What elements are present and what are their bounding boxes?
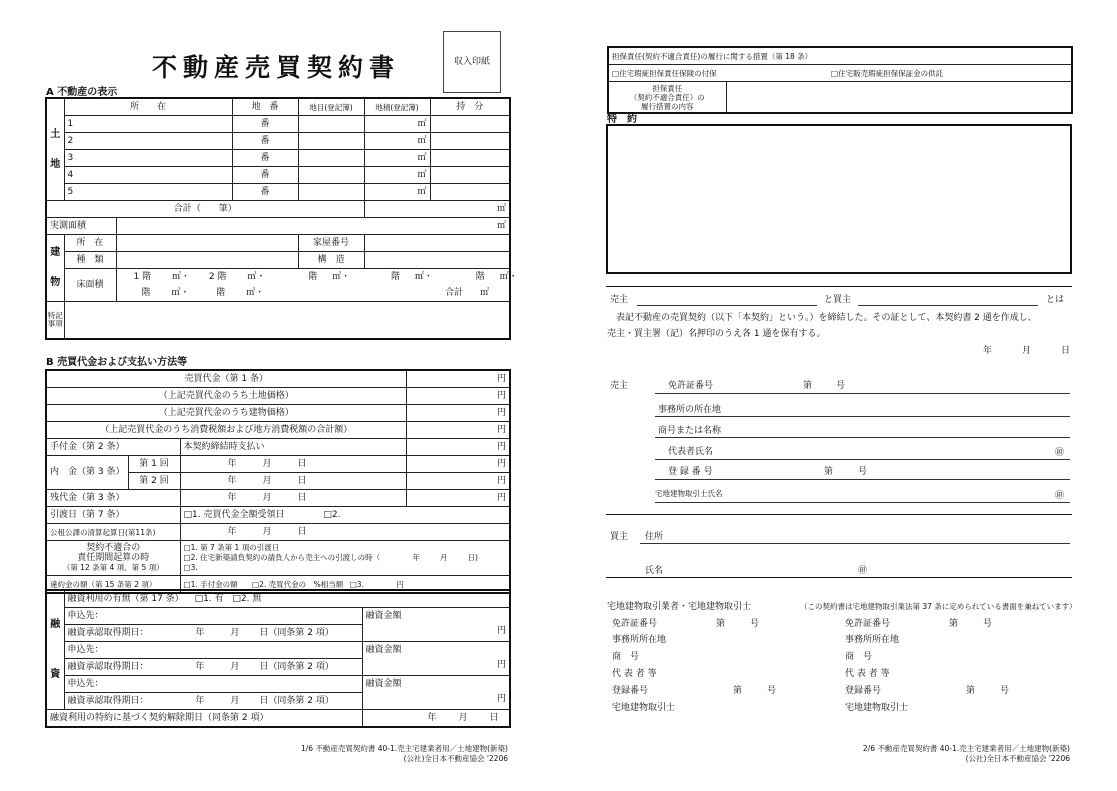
- building-side-label: 建 物: [46, 235, 64, 302]
- seller-reg-go: 号: [858, 467, 868, 477]
- loan-apply-3[interactable]: 申込先：: [64, 676, 362, 693]
- loan-yes-checkbox[interactable]: [195, 594, 204, 604]
- building-kind-value[interactable]: [116, 252, 298, 269]
- seller-rep-seal: ㊞: [1055, 448, 1065, 458]
- land-row-category[interactable]: [298, 116, 364, 133]
- warranty-options[interactable]: □ 住宅瑕疵担保責任保険の付保 □ 住宅販売瑕疵担保保証金の供託: [608, 65, 1072, 82]
- page-title: 不動産売買契約書: [152, 53, 401, 82]
- broker-left-reg-go: 号: [767, 686, 777, 696]
- buyer-label: 買主: [610, 532, 629, 542]
- land-header-location: 所 在: [64, 98, 232, 116]
- land-side-label: 土 地: [46, 98, 64, 201]
- floor-area-label: 床面積: [64, 269, 116, 302]
- defect-checkbox-3[interactable]: [184, 563, 191, 572]
- penalty-checkbox-3[interactable]: [350, 580, 357, 589]
- land-header-category: 地目(登記簿): [298, 98, 364, 116]
- loan-amount-1[interactable]: 融資金額 円: [362, 608, 510, 642]
- measured-area-label: 実測面積: [46, 218, 116, 235]
- land-row-share[interactable]: [430, 116, 510, 133]
- seller-rep-line[interactable]: [655, 459, 1070, 460]
- special-notes-label: 特記事項: [46, 302, 64, 340]
- section-b-title: B 売買代金および支払い方法等: [46, 357, 188, 368]
- interim-label: 内 金（第 3 条）: [46, 456, 128, 490]
- handover-checkbox-2[interactable]: [323, 510, 332, 520]
- land-row-category[interactable]: [298, 150, 364, 167]
- broker-note: （この契約書は宅地建物取引業法第 37 条に定められている書面を兼ねています）: [800, 602, 1077, 611]
- land-row-category[interactable]: [298, 133, 364, 150]
- special-terms-box[interactable]: [606, 124, 1072, 274]
- broker-left-rep: 代 表 者 等: [612, 669, 657, 679]
- loan-approval-2[interactable]: 融資承認取得期日： 年 月 日（同条第 2 項）: [64, 659, 362, 676]
- seller-license-dai: 第: [803, 381, 813, 391]
- balance-label: 残代金（第 3 条）: [46, 490, 180, 507]
- warranty-table: [607, 46, 1073, 114]
- seller-license-line[interactable]: [655, 393, 1070, 394]
- price-table: [45, 369, 511, 594]
- broker-left-license: 免許証番号: [612, 619, 658, 629]
- seller-agent-seal: ㊞: [1055, 491, 1065, 501]
- seller-intro-label: 売主: [610, 295, 629, 305]
- interim-2-label: 第 2 回: [128, 473, 180, 490]
- seller-license-go: 号: [836, 381, 846, 391]
- stamp-box-label: 収入印紙: [453, 57, 490, 67]
- land-row-unit: ㎡: [364, 150, 430, 167]
- interim-2-date[interactable]: 年 月 日: [180, 473, 406, 490]
- revenue-stamp-box: [443, 31, 501, 93]
- loan-use-row[interactable]: 融資利用の有無（第 17 条） □ 1. 有 □ 2. 無: [64, 590, 510, 608]
- broker-right-reg: 登録番号: [845, 686, 882, 696]
- land-row-category[interactable]: [298, 167, 364, 184]
- structure-value[interactable]: [364, 252, 510, 269]
- balance-date[interactable]: 年 月 日: [180, 490, 406, 507]
- land-header-area: 地積(登記簿): [364, 98, 430, 116]
- buyer-address-line[interactable]: [640, 543, 1070, 544]
- interim-2-unit: 円: [406, 473, 510, 490]
- seller-reg-line[interactable]: [655, 479, 1070, 480]
- seller-reg-dai: 第: [824, 467, 834, 477]
- loan-no-checkbox[interactable]: [232, 594, 241, 604]
- broker-left-agent: 宅地建物取引士: [612, 703, 676, 713]
- interim-1-unit: 円: [406, 456, 510, 473]
- tax-start-date[interactable]: 年 月 日: [180, 524, 510, 541]
- broker-left-dai: 第: [716, 619, 726, 629]
- divider-1: [606, 286, 1072, 287]
- loan-cancel-label: 融資利用の特約に基づく契約解除期日（同条第 2 項）: [46, 710, 362, 728]
- price-land-unit: 円: [406, 388, 510, 405]
- price-total-label: 売買代金（第 1 条）: [46, 370, 406, 388]
- floor-area-row-2: 階 ㎡・ 階 ㎡・ 合計 ㎡: [116, 285, 510, 302]
- land-row-ban: 番: [232, 133, 298, 150]
- broker-left-reg-dai: 第: [733, 686, 743, 696]
- page2-footer: 2/6 不動産売買契約書 40-1.売主宅建業者用／土地建物(新築) (公社)全日本不動産協会 '2206: [862, 744, 1070, 763]
- building-location-value[interactable]: [116, 235, 298, 252]
- broker-title: 宅地建物取引業者・宅地建物取引士: [607, 602, 752, 612]
- seller-trade-line[interactable]: [655, 437, 1070, 438]
- loan-apply-2[interactable]: 申込先：: [64, 642, 362, 659]
- loan-amount-3[interactable]: 融資金額 円: [362, 676, 510, 710]
- penalty-checkbox-1[interactable]: [184, 580, 191, 589]
- buyer-name-line[interactable]: [858, 305, 1038, 306]
- floor-area-row-1: 1 階 ㎡・ 2 階 ㎡・ 階 ㎡・ 階 ㎡・ 階 ㎡・: [116, 269, 510, 286]
- land-row-no: 4: [64, 167, 232, 184]
- land-row-unit: ㎡: [364, 116, 430, 133]
- special-notes-value[interactable]: [64, 302, 510, 340]
- divider-2: [606, 514, 1072, 515]
- land-row-share[interactable]: [430, 133, 510, 150]
- price-tax-unit: 円: [406, 422, 510, 439]
- penalty-label: 違約金の額（第 15 条第 2 項）: [46, 576, 180, 594]
- land-header-lot: 地 番: [232, 98, 298, 116]
- warranty-detail-value[interactable]: [726, 82, 1072, 114]
- broker-right-rep: 代 表 者 等: [845, 669, 890, 679]
- building-kind-label: 種 類: [64, 252, 116, 269]
- warranty-title: 担保責任(契約不適合責任)の履行に関する措置（第 18 条）: [608, 47, 1072, 65]
- land-row-no: 5: [64, 184, 232, 201]
- land-row-no: 2: [64, 133, 232, 150]
- broker-left-office: 事務所所在地: [612, 635, 667, 645]
- seller-office-line[interactable]: [655, 416, 1070, 417]
- deposit-label: 手付金（第 2 条）: [46, 439, 180, 456]
- special-terms-title: 特 約: [607, 114, 637, 125]
- table-row: [46, 116, 510, 133]
- seller-agent-line[interactable]: [655, 502, 1070, 503]
- body-text-2: 売主・買主署（記）名押印のうえ各 1 通を保有する。: [607, 329, 826, 339]
- broker-right-reg-go: 号: [1000, 686, 1010, 696]
- broker-left-reg: 登録番号: [612, 686, 649, 696]
- warranty-checkbox-2[interactable]: [831, 69, 838, 78]
- seller-name-label: 商号または名称: [658, 426, 722, 436]
- price-building-unit: 円: [406, 405, 510, 422]
- broker-right-office: 事務所所在地: [845, 635, 900, 645]
- broker-right-license: 免許証番号: [845, 619, 891, 629]
- buyer-and-label: と買主: [824, 295, 852, 305]
- table-row: [46, 184, 510, 201]
- loan-amount-2[interactable]: 融資金額 円: [362, 642, 510, 676]
- land-row-share[interactable]: [430, 167, 510, 184]
- seller-label: 売主: [610, 381, 629, 391]
- balance-unit: 円: [406, 490, 510, 507]
- buyer-seal: ㊞: [858, 566, 868, 576]
- table-row: [46, 167, 510, 184]
- land-row-no: 1: [64, 116, 232, 133]
- broker-right-agent: 宅地建物取引士: [845, 703, 909, 713]
- price-tax-label: （上記売買代金のうち消費税額および地方消費税額の合計額）: [46, 422, 406, 439]
- divider-3: [606, 577, 1072, 578]
- buyer-address-label: 住所: [645, 532, 664, 542]
- land-row-unit: ㎡: [364, 167, 430, 184]
- house-number-value[interactable]: [364, 235, 510, 252]
- land-total-label: 合計（ 筆）: [46, 201, 364, 218]
- page1-footer: 1/6 不動産売買契約書 40-1.売主宅建業者用／土地建物(新築) (公社)全日本不動産協会 '2206: [300, 744, 508, 763]
- broker-right-go: 号: [983, 619, 993, 629]
- handover-checkbox-1[interactable]: [184, 510, 193, 520]
- loan-table: [45, 589, 511, 728]
- loan-approval-3[interactable]: 融資承認取得期日： 年 月 日（同条第 2 項）: [64, 693, 362, 710]
- section-a-title: A 不動産の表示: [46, 87, 118, 98]
- defect-label: 契約不適合の 責任期間起算の時 （第 12 条第 4 項、第 5 項）: [46, 541, 180, 576]
- seller-rep-label: 代表者氏名: [668, 447, 714, 457]
- property-table: [45, 97, 518, 340]
- broker-left-go: 号: [750, 619, 760, 629]
- house-number-label: 家屋番号: [298, 235, 364, 252]
- land-row-category[interactable]: [298, 184, 364, 201]
- defect-options[interactable]: □ 1. 第 7 条第 1 項の引渡日 □ 2. 住宅新築請負契約の請負人から売主への引渡しの時（ 年 月 日) □ 3.: [180, 541, 510, 576]
- seller-agent-label: 宅地建物取引士氏名: [655, 489, 723, 498]
- land-row-unit: ㎡: [364, 184, 430, 201]
- land-total-unit: ㎡: [364, 201, 510, 218]
- deposit-unit: 円: [406, 439, 510, 456]
- interim-1-date[interactable]: 年 月 日: [180, 456, 406, 473]
- land-row-unit: ㎡: [364, 133, 430, 150]
- price-total-unit: 円: [406, 370, 510, 388]
- building-location-label: 所 在: [64, 235, 116, 252]
- broker-right-trade: 商 号: [845, 652, 873, 662]
- broker-right-reg-dai: 第: [966, 686, 976, 696]
- price-building-label: （上記売買代金のうち建物価格）: [46, 405, 406, 422]
- seller-reg-label: 登 録 番 号: [668, 467, 713, 477]
- table-row: [46, 133, 510, 150]
- defect-checkbox-1[interactable]: [184, 543, 191, 552]
- land-row-share[interactable]: [430, 150, 510, 167]
- seller-license-label: 免許証番号: [668, 381, 714, 391]
- tax-start-label: 公租公課の清算起算日(第11条): [46, 524, 180, 541]
- loan-side-label: 融 資: [46, 590, 64, 710]
- seller-office-label: 事務所の所在地: [658, 405, 722, 415]
- table-row: [46, 150, 510, 167]
- land-row-no: 3: [64, 150, 232, 167]
- handover-options[interactable]: □ 1. 売買代金全額受領日 □ 2.: [180, 507, 510, 524]
- price-land-label: （上記売買代金のうち土地価格）: [46, 388, 406, 405]
- land-row-ban: 番: [232, 167, 298, 184]
- penalty-options[interactable]: □ 1. 手付金の額 □ 2. 売買代金の %相当額 □ 3. 円: [180, 576, 510, 594]
- land-header-share: 持 分: [430, 98, 510, 116]
- deposit-note: 本契約締結時支払い: [180, 439, 406, 456]
- land-row-share[interactable]: [430, 184, 510, 201]
- towa-label: とは: [1046, 295, 1065, 305]
- loan-apply-1[interactable]: 申込先：: [64, 608, 362, 625]
- seller-name-line[interactable]: [637, 305, 817, 306]
- interim-1-label: 第 1 回: [128, 456, 180, 473]
- broker-right-dai: 第: [949, 619, 959, 629]
- handover-label: 引渡日（第 7 条）: [46, 507, 180, 524]
- land-row-ban: 番: [232, 150, 298, 167]
- structure-label: 構 造: [298, 252, 364, 269]
- measured-area-unit: ㎡: [116, 218, 510, 235]
- defect-checkbox-2[interactable]: [184, 553, 191, 562]
- broker-left-trade: 商 号: [612, 652, 640, 662]
- warranty-detail-label: 担保責任 （契約不適合責任）の 履行措置の内容: [608, 82, 726, 114]
- land-row-ban: 番: [232, 184, 298, 201]
- body-text-1: 表記不動産の売買契約（以下「本契約」という。）を締結した。その証として、本契約書 2 通を作成し、: [616, 313, 1037, 323]
- loan-approval-1[interactable]: 融資承認取得期日： 年 月 日（同条第 2 項）: [64, 625, 362, 642]
- buyer-name-label: 氏名: [645, 566, 664, 576]
- land-row-ban: 番: [232, 116, 298, 133]
- contract-date[interactable]: 年 月 日: [983, 346, 1071, 356]
- loan-cancel-date[interactable]: 年 月 日: [362, 710, 510, 728]
